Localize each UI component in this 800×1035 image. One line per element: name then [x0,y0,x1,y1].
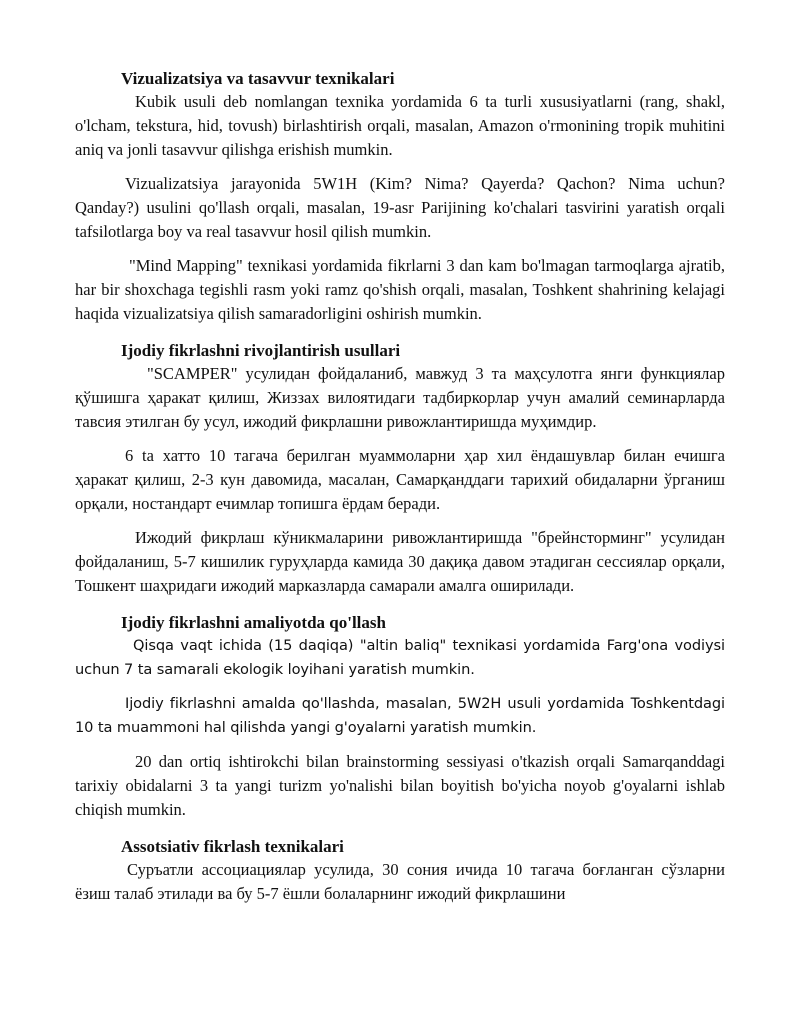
section-heading: Assotsiativ fikrlash texnikalari [121,837,344,856]
section-heading: Ijodiy fikrlashni rivojlantirish usullari [121,341,401,360]
paragraph: Vizualizatsiya jarayonida 5W1H (Kim? Nima? Qayerda? Qachon? Nima uchun? Qanday?) usulini qo'llash orqali, masalan, 19-asr Parijining ko'chalari tasvirini yaratish orqali tafsilotlarga boy va real tasavvur hosil qilish mumkin. [75,174,725,241]
paragraph: Ижодий фикрлаш кўникмаларини ривожлантиришда "брейнсторминг" усулидан фойдаланиш, 5-7 кишилик гуруҳларда камида 30 дақиқа давом этадиган сессиялар орқали, Тошкент шаҳридаги ижодий марказларда самарали амалга оширилади. [75,528,725,595]
paragraph: 6 ta хатто 10 тагача берилган муаммоларни ҳар хил ёндашувлар билан ечишга ҳаракат қилиш, 2-3 кун давомида, масалан, Самарқанддаги тарихий обидаларни ўрганиш орқали, ностандарт ечимлар топишга ёрдам беради. [75,446,725,513]
paragraph: 20 dan ortiq ishtirokchi bilan brainstorming sessiyasi o'tkazish orqali Samarqanddagi tarixiy obidalarni 3 ta yangi turizm yo'nalishi bilan boyitish bo'yicha noyob g'oyalarni ishlab chiqish mumkin. [75,752,725,819]
section-heading: Vizualizatsiya va tasavvur texnikalari [121,69,395,88]
paragraph: Qisqa vaqt ichida (15 daqiqa) "altin baliq" texnikasi yordamida Farg'ona vodiysi uchun 7 ta samarali ekologik loyihani yaratish mumkin. [75,637,725,678]
paragraph: Суръатли ассоциациялар усулида, 30 сония ичида 10 тагача боғланган сўзларни ёзиш талаб этилади ва бу 5-7 ёшли болаларнинг ижодий фикрлашини [75,860,725,903]
section-heading: Ijodiy fikrlashni amaliyotda qo'llash [121,613,386,632]
paragraph: "Mind Mapping" texnikasi yordamida fikrlarni 3 dan kam bo'lmagan tarmoqlarga ajratib, har bir shoxchaga tegishli rasm yoki ramz qo'shish orqali, masalan, Toshkent shahrining kelajagi haqida vizualizatsiya qilish samaradorligini oshirish mumkin. [75,256,725,323]
paragraph: Kubik usuli deb nomlangan texnika yordamida 6 ta turli xususiyatlarni (rang, shakl, o'lcham, tekstura, hid, tovush) birlashtirish orqali, masalan, Amazon o'rmonining tropik muhitini aniq va jonli tasavvur qilishga erishish mumkin. [75,92,725,159]
paragraph: Ijodiy fikrlashni amalda qo'llashda, masalan, 5W2H usuli yordamida Toshkentdagi 10 ta muammoni hal qilishda yangi g'oyalarni yaratish mumkin. [75,695,725,736]
document-body [75,68,725,906]
paragraph: "SCAMPER" усулидан фойдаланиб, мавжуд 3 та маҳсулотга янги функциялар қўшишга ҳаракат қилиш, Жиззах вилоятидаги тадбиркорлар учун амалий семинарларда тавсия этилган бу усул, ижодий фикрлашни ривожлантиришда муҳимдир. [75,364,725,431]
